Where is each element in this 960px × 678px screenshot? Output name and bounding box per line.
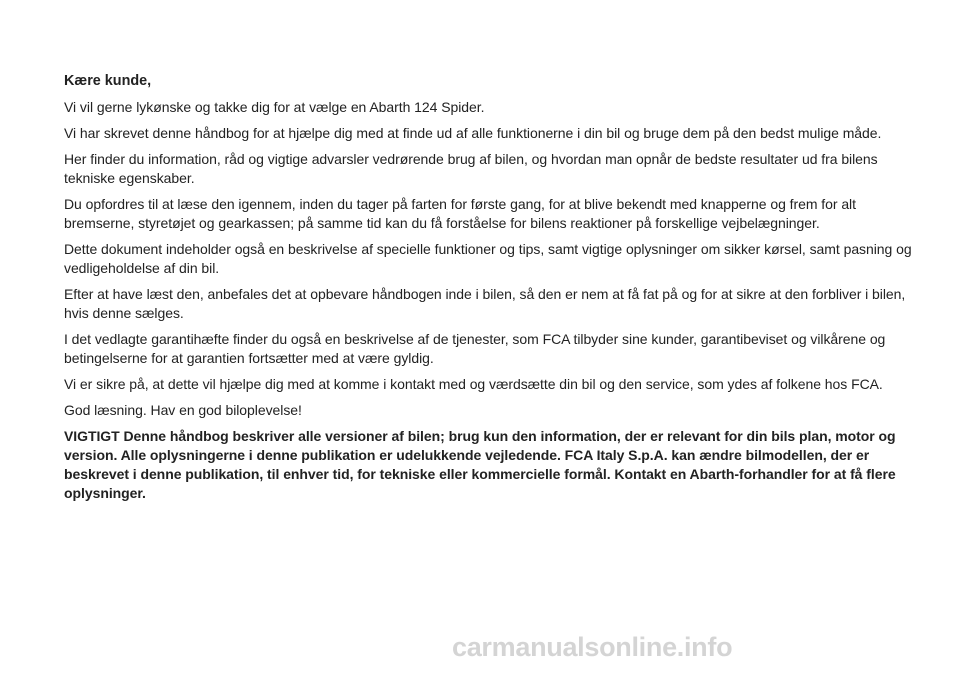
important-notice: VIGTIGT Denne håndbog beskriver alle versioner af bilen; brug kun den information, der er relevant for din bils plan, motor og version. Alle oplysningerne i denne publikation er udelukkende vejledende. FCA Italy S.p.A. kan ændre bilmodellen, der er beskrevet i denne publikation, til enhver tid, for tekniske eller kommercielle formål. Kontakt en Abarth-forhandler for at få flere oplysninger.	[64, 428, 896, 501]
paragraph-information: Her finder du information, råd og vigtige advarsler vedrørende brug af bilen, og hvordan man opnår de bedste resultater ud fra bilens tekniske egenskaber.	[64, 151, 878, 186]
watermark-text: carmanualsonline.info	[452, 632, 733, 662]
paragraph-read-before-driving: Du opfordres til at læse den igennem, inden du tager på farten for første gang, for at blive bekendt med knapperne og frem for alt bremserne, styretøjet og gearkassen; på samme tid kan du få forståelse for bilens reaktioner på forskellige vejbelægninger.	[64, 196, 856, 231]
paragraph-congratulations: Vi vil gerne lykønske og takke dig for at vælge en Abarth 124 Spider.	[64, 99, 485, 115]
paragraph-contents: Dette dokument indeholder også en beskrivelse af specielle funktioner og tips, samt vigtige oplysninger om sikker kørsel, samt pasning og vedligeholdelse af din bil.	[64, 241, 912, 276]
greeting: Kære kunde,	[64, 73, 152, 89]
paragraph-fca-service: Vi er sikre på, at dette vil hjælpe dig med at komme i kontakt med og værdsætte din bil og den service, som ydes af folkene hos FCA.	[64, 376, 883, 392]
paragraph-closing: God læsning. Hav en god biloplevelse!	[64, 402, 302, 418]
letter-body	[64, 72, 914, 503]
paragraph-warranty: I det vedlagte garantihæfte finder du også en beskrivelse af de tjenester, som FCA tilbyder sine kunder, garantibeviset og vilkårene og betingelserne for at garantien fortsætter med at være gyldig.	[64, 331, 886, 366]
paragraph-keep-in-car: Efter at have læst den, anbefales det at opbevare håndbogen inde i bilen, så den er nem at få fat på og for at sikre at den forbliver i bilen, hvis denne sælges.	[64, 286, 906, 321]
paragraph-purpose: Vi har skrevet denne håndbog for at hjælpe dig med at finde ud af alle funktionerne i din bil og bruge dem på den bedst mulige måde.	[64, 125, 882, 141]
